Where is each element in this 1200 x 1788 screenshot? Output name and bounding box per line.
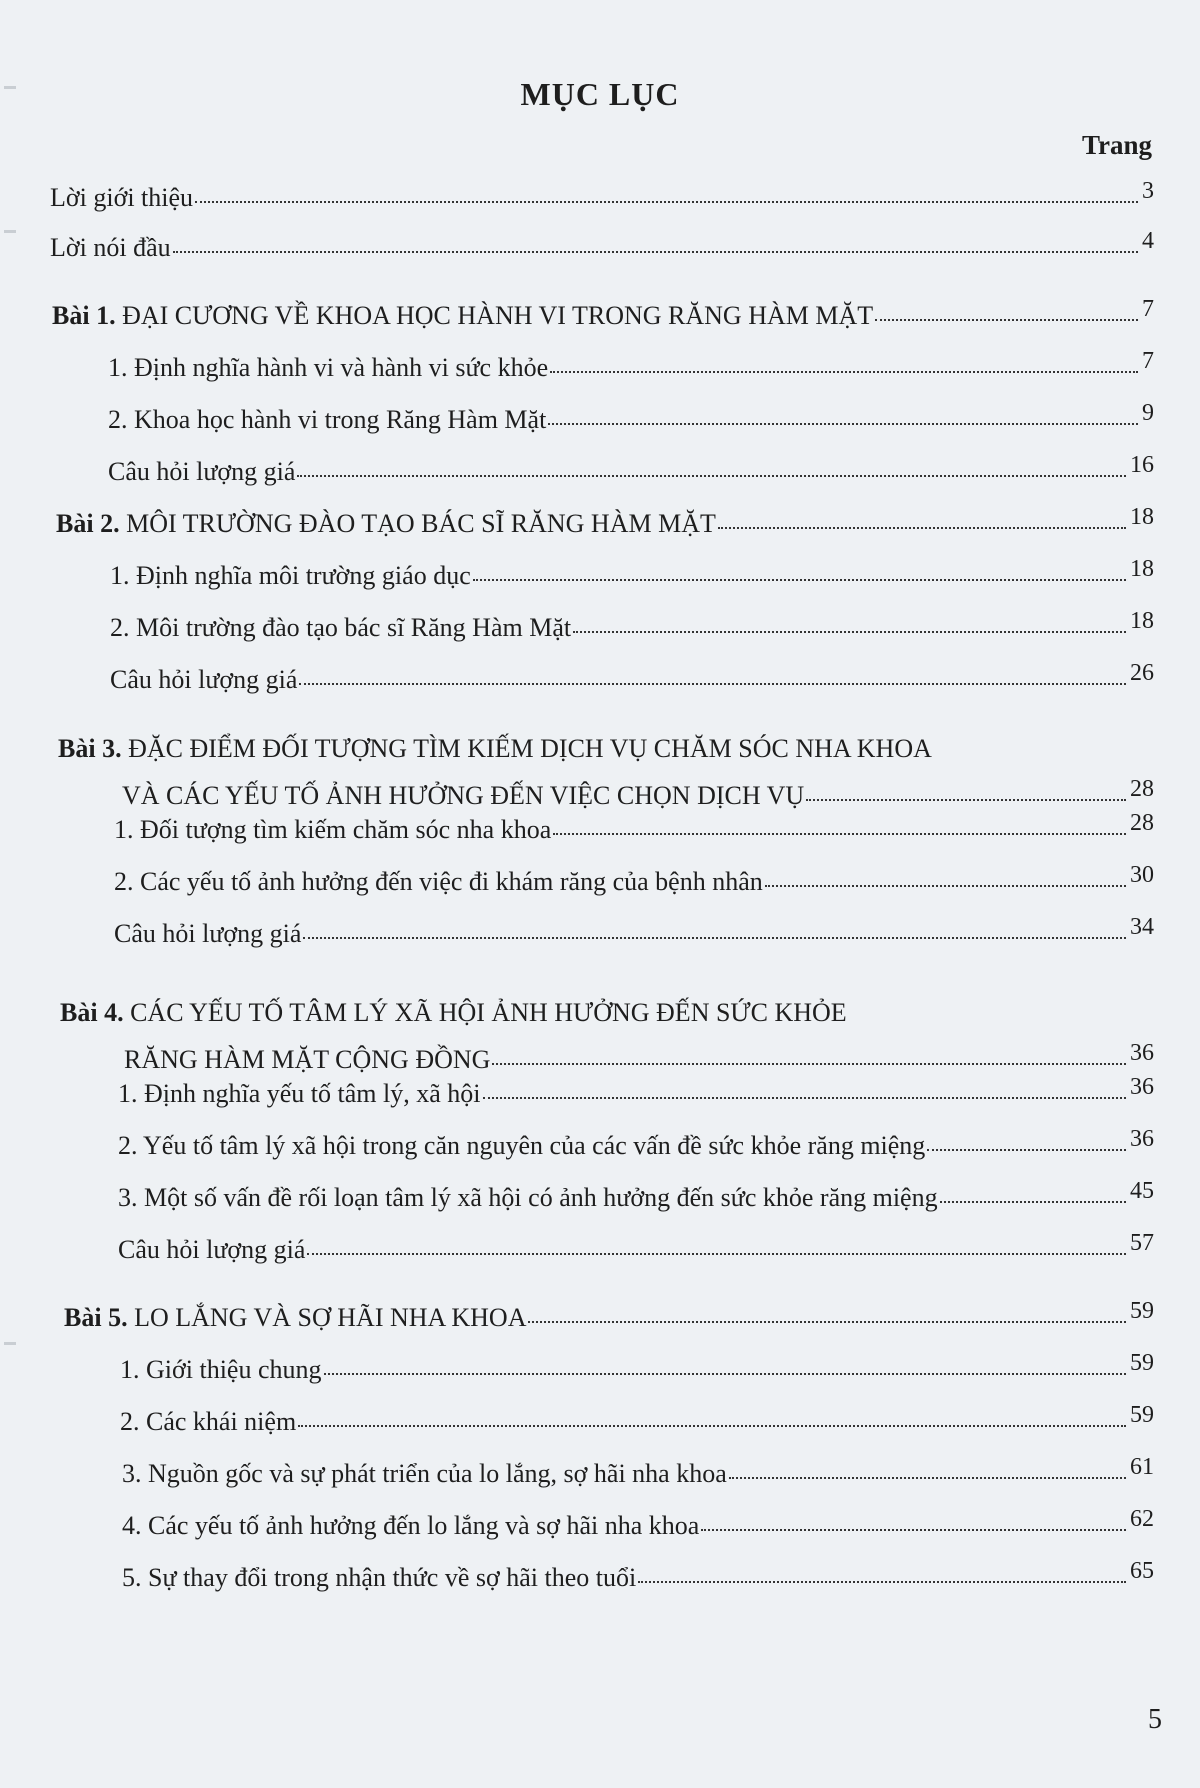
dot-leader	[718, 527, 1126, 529]
toc-item[interactable]	[122, 1506, 1154, 1542]
page-column-header: Trang	[1081, 130, 1152, 160]
toc-chapter-number: Bài 1.	[52, 301, 116, 330]
dot-leader	[806, 799, 1126, 801]
toc-page-number: 34	[1130, 914, 1154, 940]
toc-page-number: 9	[1142, 400, 1154, 426]
toc-page-number: 36	[1130, 1126, 1154, 1152]
toc-item[interactable]	[108, 452, 1154, 488]
toc-page-number: 61	[1130, 1454, 1154, 1480]
toc-page-number: 18	[1130, 608, 1154, 634]
page-title: MỤC LỤC	[520, 76, 680, 112]
toc-item[interactable]	[120, 1402, 1154, 1438]
dot-leader	[638, 1581, 1126, 1583]
dot-leader	[299, 683, 1126, 685]
toc-item[interactable]	[118, 1178, 1154, 1214]
toc-title: CÁC YẾU TỐ TÂM LÝ XÃ HỘI ẢNH HƯỞNG ĐẾN SỨC KHỎE	[130, 998, 847, 1027]
toc-title-continued: VÀ CÁC YẾU TỐ ẢNH HƯỞNG ĐẾN VIỆC CHỌN DỊCH VỤ	[122, 781, 805, 810]
toc-chapter-number: Bài 4.	[60, 998, 124, 1027]
toc-page-number: 3	[1142, 178, 1154, 204]
toc-page-number: 28	[1130, 776, 1154, 802]
toc-title: Câu hỏi lượng giá	[110, 665, 298, 694]
dot-leader	[473, 579, 1126, 581]
toc-chapter[interactable]	[56, 504, 1154, 540]
toc-item[interactable]	[122, 1454, 1154, 1490]
toc-page-number: 7	[1142, 348, 1154, 374]
toc-title: 3. Một số vấn đề rối loạn tâm lý xã hội có ảnh hưởng đến sức khỏe răng miệng	[118, 1183, 938, 1212]
toc-item[interactable]	[50, 178, 1154, 214]
toc-item[interactable]	[118, 1126, 1154, 1162]
toc-chapter[interactable]	[64, 1298, 1154, 1334]
toc-title: Lời giới thiệu	[50, 183, 194, 212]
toc-title: 2. Yếu tố tâm lý xã hội trong căn nguyên của các vấn đề sức khỏe răng miệng	[118, 1131, 926, 1160]
dot-leader	[573, 631, 1126, 633]
toc-item[interactable]	[114, 914, 1154, 950]
toc-page-number: 57	[1130, 1230, 1154, 1256]
page-number: 5	[1148, 1704, 1162, 1735]
dot-leader	[324, 1373, 1127, 1375]
scan-edge-mark	[4, 1342, 16, 1345]
toc-title: 3. Nguồn gốc và sự phát triển của lo lắng, sợ hãi nha khoa	[122, 1459, 727, 1488]
toc-item[interactable]	[118, 1074, 1154, 1110]
toc-title: ĐẠI CƯƠNG VỀ KHOA HỌC HÀNH VI TRONG RĂNG HÀM MẶT	[122, 301, 874, 330]
toc-item[interactable]	[108, 400, 1154, 436]
toc-item[interactable]	[114, 810, 1154, 846]
toc-title: Lời nói đầu	[50, 233, 171, 262]
dot-leader	[765, 885, 1126, 887]
toc-item[interactable]	[50, 228, 1154, 264]
toc-item[interactable]	[122, 1558, 1154, 1594]
toc-title: Câu hỏi lượng giá	[108, 457, 296, 486]
toc-page-number: 7	[1142, 296, 1154, 322]
toc-title: LO LẮNG VÀ SỢ HÃI NHA KHOA	[134, 1303, 527, 1332]
toc-title: 4. Các yếu tố ảnh hưởng đến lo lắng và sợ hãi nha khoa	[122, 1511, 700, 1540]
dot-leader	[553, 833, 1126, 835]
toc-title: 1. Định nghĩa yếu tố tâm lý, xã hội	[118, 1079, 481, 1108]
dot-leader	[303, 937, 1126, 939]
toc-page-number: 28	[1130, 810, 1154, 836]
toc-page-number: 45	[1130, 1178, 1154, 1204]
toc-item[interactable]	[110, 608, 1154, 644]
toc-title: Câu hỏi lượng giá	[114, 919, 302, 948]
toc-title: 1. Đối tượng tìm kiếm chăm sóc nha khoa	[114, 815, 552, 844]
toc-chapter-number: Bài 2.	[56, 509, 120, 538]
dot-leader	[173, 251, 1138, 253]
toc-title: Câu hỏi lượng giá	[118, 1235, 306, 1264]
dot-leader	[297, 475, 1126, 477]
toc-page-number: 36	[1130, 1040, 1154, 1066]
dot-leader	[492, 1063, 1126, 1065]
toc-title: MÔI TRƯỜNG ĐÀO TẠO BÁC SĨ RĂNG HÀM MẶT	[126, 509, 716, 538]
toc-page-number: 59	[1130, 1298, 1154, 1324]
toc-page-number: 18	[1130, 504, 1154, 530]
dot-leader	[483, 1097, 1126, 1099]
toc-title: 1. Định nghĩa môi trường giáo dục	[110, 561, 471, 590]
toc-page-number: 59	[1130, 1350, 1154, 1376]
toc-page-number: 59	[1130, 1402, 1154, 1428]
toc-title: 2. Môi trường đào tạo bác sĩ Răng Hàm Mặt	[110, 613, 572, 642]
dot-leader	[307, 1253, 1126, 1255]
toc-item[interactable]	[118, 1230, 1154, 1266]
toc-page-number: 65	[1130, 1558, 1154, 1584]
toc-title: 2. Khoa học hành vi trong Răng Hàm Mặt	[108, 405, 547, 434]
toc-chapter[interactable]	[60, 996, 1154, 1076]
dot-leader	[550, 371, 1138, 373]
dot-leader	[548, 423, 1138, 425]
toc-title: ĐẶC ĐIỂM ĐỐI TƯỢNG TÌM KIẾM DỊCH VỤ CHĂM SÓC NHA KHOA	[128, 734, 932, 763]
dot-leader	[729, 1477, 1126, 1479]
toc-chapter[interactable]	[58, 732, 1154, 812]
toc-title: 2. Các yếu tố ảnh hưởng đến việc đi khám răng của bệnh nhân	[114, 867, 763, 896]
dot-leader	[298, 1425, 1126, 1427]
toc-page-number: 4	[1142, 228, 1154, 254]
toc-title-continued: RĂNG HÀM MẶT CỘNG ĐỒNG	[124, 1045, 491, 1074]
toc-title: 2. Các khái niệm	[120, 1407, 297, 1436]
dot-leader	[940, 1201, 1126, 1203]
toc-item[interactable]	[120, 1350, 1154, 1386]
toc-page-number: 26	[1130, 660, 1154, 686]
toc-title: 5. Sự thay đổi trong nhận thức về sợ hãi theo tuổi	[122, 1563, 637, 1592]
toc-chapter-number: Bài 3.	[58, 734, 122, 763]
dot-leader	[195, 201, 1138, 203]
dot-leader	[875, 319, 1138, 321]
toc-item[interactable]	[114, 862, 1154, 898]
dot-leader	[701, 1529, 1126, 1531]
toc-item[interactable]	[108, 348, 1154, 384]
toc-chapter-number: Bài 5.	[64, 1303, 128, 1332]
dot-leader	[528, 1321, 1126, 1323]
toc-page-number: 16	[1130, 452, 1154, 478]
toc-chapter[interactable]	[52, 296, 1154, 332]
toc-page-number: 62	[1130, 1506, 1154, 1532]
toc-title: 1. Định nghĩa hành vi và hành vi sức khỏe	[108, 353, 549, 382]
toc-title: 1. Giới thiệu chung	[120, 1355, 322, 1384]
dot-leader	[927, 1149, 1126, 1151]
toc-page-number: 36	[1130, 1074, 1154, 1100]
toc-page-number: 18	[1130, 556, 1154, 582]
toc-item[interactable]	[110, 660, 1154, 696]
toc-page-number: 30	[1130, 862, 1154, 888]
toc-item[interactable]	[110, 556, 1154, 592]
scan-edge-mark	[4, 230, 16, 233]
